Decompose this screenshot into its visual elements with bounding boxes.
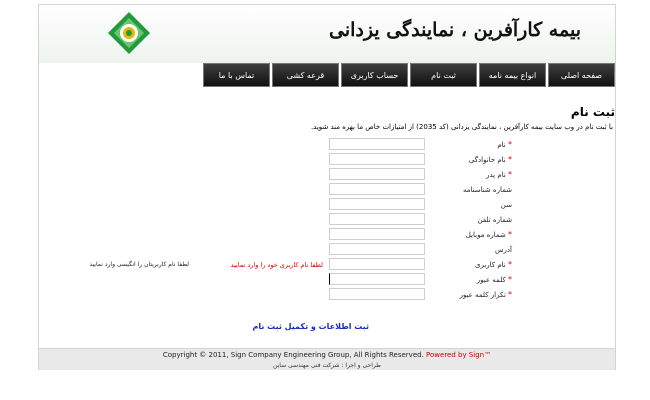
username-hint: لطفا نام کاربری خود را وارد نمایید [230, 261, 323, 269]
username-input[interactable] [329, 258, 425, 270]
field-label: سن [500, 201, 512, 209]
brand-title: بیمه کارآفرین ، نمایندگی یزدانی [329, 19, 581, 41]
form-row-confirm-password [39, 288, 615, 302]
last-name-input[interactable] [329, 153, 425, 165]
phone-input[interactable] [329, 213, 425, 225]
field-label: * تکرار کلمه عبور [459, 290, 512, 299]
confirm-password-input[interactable] [329, 288, 425, 300]
age-input[interactable] [329, 198, 425, 210]
nav-register[interactable]: ثبت نام [410, 63, 477, 87]
father-name-input[interactable] [329, 168, 425, 180]
form-row-mobile [39, 228, 615, 242]
id-number-input[interactable] [329, 183, 425, 195]
form-row-password [39, 273, 615, 287]
footer-credit: طراحی و اجرا : شرکت فنی مهندسی ساین [273, 362, 381, 369]
field-label: آدرس [495, 246, 512, 254]
logo-icon [107, 11, 151, 55]
nav-insurance-types[interactable]: انواع بیمه نامه [479, 63, 546, 87]
submit-register-button[interactable]: ثبت اطلاعات و تکمیل ثبت نام [252, 322, 369, 331]
powered-by-link[interactable]: Powered by Sign™ [426, 351, 492, 359]
field-label: * کلمه عبور [476, 275, 512, 284]
form-row-address [39, 243, 615, 257]
field-label: * نام خانوادگی [468, 155, 512, 164]
form-row-id-number [39, 183, 615, 197]
form-row-first-name [39, 138, 615, 152]
header [39, 5, 615, 63]
main-nav [197, 63, 615, 89]
footer [39, 348, 615, 370]
field-label: * نام کاربری [474, 260, 512, 269]
page-frame [38, 4, 616, 370]
first-name-input[interactable] [329, 138, 425, 150]
nav-home[interactable]: صفحه اصلی [548, 63, 615, 87]
nav-user-account[interactable]: حساب کاربری [341, 63, 408, 87]
form-row-age [39, 198, 615, 212]
intro-text: با ثبت نام در وب سایت بیمه کارآفرین ، نمایندگی یزدانی (کد 2035) از امتیازات خاص ما بهره مند شوید. [310, 123, 613, 131]
form-row-username [39, 258, 615, 272]
nav-contact[interactable]: تماس با ما [203, 63, 270, 87]
field-label: * نام پدر [486, 170, 512, 179]
form-row-father-name [39, 168, 615, 182]
mobile-input[interactable] [329, 228, 425, 240]
page-title: ثبت نام [570, 105, 615, 119]
field-label: شماره تلفن [477, 216, 512, 224]
form-row-last-name [39, 153, 615, 167]
nav-lottery[interactable]: قرعه کشی [272, 63, 339, 87]
field-label: شماره شناسنامه [462, 186, 512, 194]
footer-copyright: Copyright © 2011, Sign Company Engineering Group, All Rights Reserved. Powered by Sign™ [162, 351, 492, 359]
password-input[interactable] [329, 273, 425, 285]
form-row-phone [39, 213, 615, 227]
field-label: * نام [497, 140, 512, 149]
address-input[interactable] [329, 243, 425, 255]
field-label: * شماره موبایل [465, 230, 512, 239]
username-english-hint: لطفا نام کاربریتان را انگیسی وارد نمایید [89, 261, 189, 268]
